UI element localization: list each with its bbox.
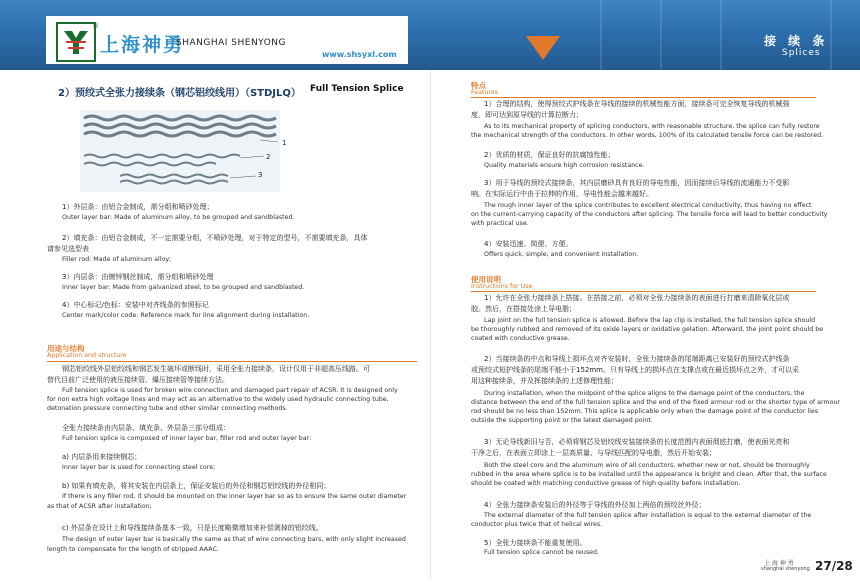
brand-name-en: SHANGHAI SHENYONG xyxy=(176,38,286,48)
paragraph-cn: 1）允许在全张力接续条上搭接。在搭接之前，必须对全张力接续条的表面进行打磨来清除氧化层或 xyxy=(484,294,790,302)
footer-brand-en: shanghai shenyong xyxy=(761,566,810,572)
paragraph-en: Lap joint on the full tension splice is allowed. Before the lap clip is installed, the full tension splice should xyxy=(484,317,816,324)
layer-en: Outer layer bar: Made of aluminum alloy, to be grouped and sandblasted. xyxy=(62,214,295,221)
shenyong-logo-icon xyxy=(56,22,96,62)
heading-rule xyxy=(471,97,816,98)
paragraph-cn: 度，即可达到原导线的计算拉断力； xyxy=(471,111,583,119)
layer-en: Inner layer bar: Made from galvanized steel, to be grouped and sandblasted. xyxy=(62,284,305,291)
column-divider xyxy=(430,70,431,580)
paragraph-en: be thoroughly rubbed and removed of its oxide layers or oxidative gelation. Afterward, the joint point should be xyxy=(471,326,824,333)
paragraph-cn: 5）全张力接续条不能重复使用。 xyxy=(484,539,587,547)
paragraph-en: Full tension splice is composed of inner layer bar, filler rod and outer layer bar: xyxy=(62,435,312,442)
paragraph-cn: 2）当接续条的中点和导线上损坏点对齐安装时，全张力接续条的尾端距离已安装好的预绞式护线条 xyxy=(484,355,790,363)
page-number: 27/28 xyxy=(815,559,853,573)
section-heading: 用途与结构 xyxy=(47,344,85,353)
section-title-cn: 接 续 条 xyxy=(764,34,829,48)
paragraph-en: outside the supporting point or the latest damaged point. xyxy=(471,417,653,424)
layer-cn: 请参见选型表 xyxy=(47,245,89,253)
paragraph-en: conductor plus twice that of helical wires. xyxy=(471,521,603,528)
list-item-en: as that of ACSR after installation; xyxy=(47,503,152,510)
section-heading-en: Application and structure xyxy=(47,352,127,359)
paragraph-en: Quality materials ensure high corrosion resistance. xyxy=(484,162,645,169)
paragraph-en: Full tension splice is used for broken wire connection and damaged part repair of ACSR. It is designed only xyxy=(62,387,398,394)
paragraph-en: Both the steel core and the aluminum wire of all conductors, whether new or not, should be thoroughly xyxy=(484,462,810,469)
layer-cn: 3）内层条：由镀锌钢丝制成，需分组和喷砂处理 xyxy=(62,273,214,281)
diagram-label: 3 xyxy=(258,171,263,179)
paragraph-cn: 4）安装迅速、简便、方便。 xyxy=(484,240,573,248)
diagram-label: 1 xyxy=(282,139,287,147)
section-heading: 特点 xyxy=(471,81,486,90)
list-item-en: The design of outer layer bar is basically the same as that of wire connecting bars, with only slight increased xyxy=(62,536,406,543)
paragraph-cn: 钢芯铝绞线外层铝绞线和钢芯发生破坏或断线时，采用全张力接续条，设计仅用于非超高压线路。可 xyxy=(62,365,370,373)
heading-rule xyxy=(471,291,816,292)
paragraph-cn: 干净之后，在表面立即涂上一层高质量、与导线匹配的导电脂，然后开始安装； xyxy=(471,449,716,457)
paragraph-en: should be coated with matching conductive grease of high quality before installation. xyxy=(471,480,741,487)
paragraph-en: distance between the end of the full tension splice and the end of the fixed armour rod or the shorter type of armour xyxy=(471,399,841,406)
list-item-en: length to compensate for the length of stripped AAAC. xyxy=(47,546,219,553)
paragraph-en: Offers quick, simple, and convenient installation. xyxy=(484,251,639,258)
list-item-en: Inner layer bar is used for connecting steel core; xyxy=(62,464,216,471)
list-item-cn: c) 外层条在设计上和导线接续条基本一致，只是长度略微增加来补偿剥掉的铝绞线。 xyxy=(62,524,323,532)
paragraph-en: detonation pressure connecting tube and other similar connecting methods. xyxy=(47,405,288,412)
paragraph-en: coated with conductive grease. xyxy=(471,335,570,342)
footer-brand-cn: 上 海 神 勇 xyxy=(764,560,794,567)
layer-cn: 4）中心标记/色标：安装中对齐线条的参照标记 xyxy=(62,301,209,309)
paragraph-cn: 3）用于导线的预绞式接续条，其内层磨砂具有良好的导电性能，因而接续后导线的流通能力不受影 xyxy=(484,179,790,187)
header-stripe xyxy=(660,0,662,70)
paragraph-en: As to its mechanical property of splicing conductors, with reasonable structure, the splice can fully restore xyxy=(484,123,820,130)
brand-name-cn: 上海神勇 xyxy=(100,34,185,56)
brand-url: www.shsyxl.com xyxy=(322,50,397,59)
paragraph-cn: 1）合理的结构，使得预绞式护线条在导线的接续的机械性能方面，接续条可完全恢复导线的机械强 xyxy=(484,100,790,108)
paragraph-cn: 用这种接续条，并及挥接续条的上述修理性能； xyxy=(471,377,618,385)
layer-en: Filler rod: Made of aluminum alloy; xyxy=(62,256,172,263)
paragraph-en: rubbed in the area where splice is to be installed until the appearance is bright and clean. After that, the surface xyxy=(471,471,827,478)
paragraph-en: Full tension splice cannot be reused. xyxy=(484,549,600,556)
paragraph-en: rod should be no less than 152mm. This splice is applicable only when the damage point of the conductor lies xyxy=(471,408,819,415)
section-heading-en: Features xyxy=(471,89,499,96)
paragraph-cn: 胶。然后，在搭接处涂上导电脂； xyxy=(471,305,576,313)
paragraph-cn: 4）全张力接续条安装后的外径等于导线的外径加上两倍的预绞丝外径； xyxy=(484,501,706,509)
header-stripe xyxy=(600,0,602,70)
list-item-cn: b) 如果有填充条，将其安装在内层条上，保证安装后的外径和钢芯铝绞线的外径相同； xyxy=(62,482,331,490)
paragraph-cn: 或预绞式短护线条的尾端不能小于152mm。只有导线上的损坏点在支撑点或在最近损坏点之外，才可以采 xyxy=(471,366,799,374)
registered-mark: ® xyxy=(92,22,99,30)
splice-diagram xyxy=(80,110,280,192)
section-title-en: Splices xyxy=(782,48,821,58)
header-stripe xyxy=(830,0,832,70)
paragraph-en: with practical use. xyxy=(471,220,529,227)
layer-cn: 1）外层条：由铝合金制成，需分组和喷砂处理； xyxy=(62,203,214,211)
paragraph-en: The external diameter of the full tension splice after installation is equal to the external diameter of the xyxy=(484,512,812,519)
section-heading: 使用说明 xyxy=(471,275,501,284)
list-item-cn: a) 内层条用来接续钢芯； xyxy=(62,453,142,461)
paragraph-cn: 替代目前广泛使用的液压接续管、爆压接续管等接续方法。 xyxy=(47,376,229,384)
product-title-en: Full Tension Splice xyxy=(310,84,404,94)
paragraph-en: for non extra high voltage lines and may act as an alternative to the widely used hydraulic connecting tube, xyxy=(47,396,389,403)
paragraph-en: on the current-carrying capacity of the conductors after splicing. The tensile force will lead to better conductivity xyxy=(471,211,828,218)
layer-en: Center mark/color code: Reference mark for line alignment during installation. xyxy=(62,312,310,319)
section-heading-en: Instructions for Use xyxy=(471,283,533,290)
heading-rule xyxy=(47,361,417,362)
paragraph-en: The rough inner layer of the splice contributes to excellent electrical conductivity, thus having no effect xyxy=(484,202,812,209)
paragraph-cn: 全张力接续条由内层条、填充条、外层条三部分组成： xyxy=(62,424,230,432)
diagram-label: 2 xyxy=(266,153,271,161)
header-stripe xyxy=(720,0,722,70)
orange-tab-icon xyxy=(526,36,560,70)
paragraph-en: the mechanical strength of the conductors. In other words, 100% of its calculated tensile force can be restored. xyxy=(471,132,824,139)
paragraph-cn: 响。在实际运行中由于拉伸的作用，导电性能会越来越好。 xyxy=(471,190,653,198)
paragraph-cn: 2）优质的材质，保证良好的抗腐蚀性能； xyxy=(484,151,615,159)
paragraph-cn: 3）无论导线新旧与否，必须将钢芯及铝绞线安装接续条的长度范围内表面彻底打磨，使表面光亮和 xyxy=(484,438,790,446)
paragraph-en: During installation, when the midpoint of the splice aligns to the damage point of the conductors, the xyxy=(484,390,805,397)
layer-cn: 2）填充条：由铝合金制成，不一定需要分组，不喷砂处理，对于特定的型号，不需要填充条，具体 xyxy=(62,234,368,242)
product-title: 2）预绞式全张力接续条（钢芯铝绞线用）（STDJLQ） xyxy=(58,88,301,99)
list-item-en: If there is any filler rod, it should be mounted on the inner layer bar so as to ensure the same outer diameter xyxy=(62,493,407,500)
